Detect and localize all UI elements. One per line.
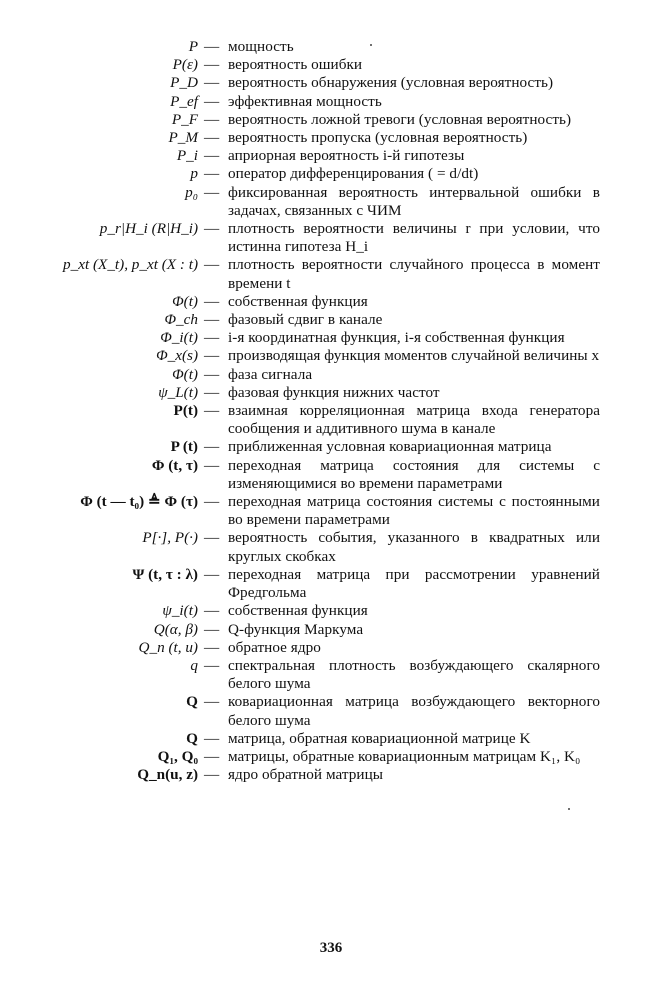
glossary-entry [0, 220, 662, 256]
entry-dash: — [204, 638, 220, 656]
entry-symbol: P_i [176, 147, 198, 165]
glossary-entry [0, 311, 662, 329]
entry-symbol: P_ef [170, 92, 198, 110]
notation-glossary [0, 38, 662, 784]
entry-symbol: p_r|H_i (R|H_i) [99, 220, 198, 238]
entry-dash: — [204, 656, 220, 674]
entry-symbol: Q_n (t, u) [138, 638, 198, 656]
page-number: 336 [319, 940, 343, 956]
glossary-entry [0, 602, 662, 620]
entry-dash: — [204, 565, 220, 583]
entry-definition: обратное ядро [228, 638, 321, 656]
glossary-entry [0, 256, 662, 292]
entry-dash: — [204, 529, 220, 547]
entry-symbol: p_xt (X_t), p_xt (X : t) [63, 256, 198, 274]
glossary-entry [0, 165, 662, 183]
print-speck [568, 808, 570, 810]
glossary-entry [0, 74, 662, 92]
entry-dash: — [204, 220, 220, 238]
entry-symbol: Φ (t — t₀) ≜ Φ (τ) [80, 493, 198, 511]
entry-definition: вероятность события, указанного в квадратных или круглых скобках [228, 529, 600, 565]
entry-dash: — [204, 693, 220, 711]
entry-dash: — [204, 183, 220, 201]
glossary-entry [0, 639, 662, 657]
glossary-entry [0, 402, 662, 438]
glossary-entry [0, 457, 662, 493]
entry-definition: собственная функция [228, 602, 368, 620]
glossary-entry [0, 748, 662, 766]
entry-dash: — [204, 365, 220, 383]
glossary-entry [0, 657, 662, 693]
glossary-entry [0, 766, 662, 784]
entry-definition: вероятность обнаружения (условная вероятность) [228, 74, 554, 92]
entry-definition: фаза сигнала [228, 365, 313, 383]
entry-symbol: Φ(t) [172, 365, 198, 383]
entry-symbol: P_F [171, 110, 198, 128]
entry-symbol: Q [186, 693, 198, 711]
glossary-entry [0, 93, 662, 111]
entry-definition: вероятность ошибки [228, 56, 363, 74]
entry-dash: — [204, 383, 220, 401]
entry-dash: — [204, 38, 220, 55]
entry-definition: матрицы, обратные ковариационным матрицам K₁, K₀ [228, 747, 581, 765]
entry-dash: — [204, 74, 220, 92]
entry-definition: переходная матрица состояния системы с постоянными во времени параметрами [228, 493, 600, 529]
entry-symbol: P [188, 38, 198, 55]
glossary-entry [0, 147, 662, 165]
entry-symbol: p₀ [185, 183, 198, 201]
glossary-entry [0, 566, 662, 602]
entry-symbol: p [190, 165, 198, 183]
entry-dash: — [204, 493, 220, 511]
glossary-entry [0, 347, 662, 365]
entry-definition: плотность вероятности случайного процесса в момент времени t [228, 256, 600, 292]
entry-definition: собственная функция [228, 292, 368, 310]
entry-symbol: Φ (t, τ) [151, 456, 198, 474]
glossary-entry [0, 693, 662, 729]
entry-definition: матрица, обратная ковариационной матрице K [228, 729, 531, 747]
entry-definition: плотность вероятности величины r при условии, что истинна гипотеза H_i [228, 220, 600, 256]
entry-definition: i-я координатная функция, i-я собственная функция [228, 329, 565, 347]
entry-dash: — [204, 147, 220, 165]
entry-definition: ядро обратной матрицы [228, 766, 384, 784]
entry-definition: вероятность пропуска (условная вероятность) [228, 129, 528, 147]
glossary-entry [0, 129, 662, 147]
entry-symbol: Q_n(u, z) [137, 766, 198, 784]
glossary-entry [0, 529, 662, 565]
entry-symbol: P(t) [173, 402, 198, 420]
glossary-entry [0, 329, 662, 347]
entry-dash: — [204, 729, 220, 747]
entry-symbol: Q [186, 729, 198, 747]
glossary-entry [0, 438, 662, 456]
entry-dash: — [204, 129, 220, 147]
glossary-entry [0, 493, 662, 529]
entry-definition: ковариационная матрица возбуждающего векторного белого шума [228, 693, 600, 729]
entry-dash: — [204, 438, 220, 456]
print-speck [370, 44, 372, 46]
entry-definition: априорная вероятность i-й гипотезы [228, 147, 465, 165]
entry-dash: — [204, 110, 220, 128]
entry-symbol: Φ_i(t) [160, 329, 198, 347]
entry-definition: оператор дифференцирования ( = d/dt) [228, 165, 479, 183]
glossary-entry [0, 56, 662, 74]
entry-symbol: P[·], P(·) [142, 529, 198, 547]
glossary-entry [0, 366, 662, 384]
entry-dash: — [204, 456, 220, 474]
entry-dash: — [204, 256, 220, 274]
entry-definition: Q-функция Маркума [228, 620, 364, 638]
glossary-entry [0, 730, 662, 748]
glossary-entry [0, 621, 662, 639]
entry-definition: взаимная корреляционная матрица входа генератора сообщения и аддитивного шума в канале [228, 402, 600, 438]
entry-definition: вероятность ложной тревоги (условная вероятность) [228, 110, 572, 128]
entry-symbol: P(ε) [172, 56, 198, 74]
entry-symbol: Φ_x(s) [156, 347, 198, 365]
glossary-entry [0, 111, 662, 129]
entry-definition: мощность [228, 38, 294, 55]
entry-symbol: Φ_ch [164, 311, 198, 329]
entry-symbol: P_D [170, 74, 198, 92]
entry-dash: — [204, 620, 220, 638]
entry-dash: — [204, 311, 220, 329]
entry-symbol: Q(α, β) [153, 620, 198, 638]
entry-dash: — [204, 92, 220, 110]
entry-dash: — [204, 747, 220, 765]
entry-symbol: ψ_i(t) [162, 602, 198, 620]
entry-definition: эффективная мощность [228, 92, 382, 110]
entry-dash: — [204, 402, 220, 420]
entry-dash: — [204, 56, 220, 74]
glossary-entry [0, 293, 662, 311]
entry-symbol: Φ(t) [172, 292, 198, 310]
entry-dash: — [204, 329, 220, 347]
entry-definition: переходная матрица состояния для системы с изменяющимися во времени параметрами [228, 456, 600, 492]
entry-symbol: Q₁, Q₀ [157, 747, 198, 765]
entry-dash: — [204, 292, 220, 310]
entry-definition: переходная матрица при рассмотрении уравнений Фредгольма [228, 565, 600, 602]
entry-definition: приближенная условная ковариационная матрица [228, 438, 552, 456]
entry-symbol: Ψ (t, τ : λ) [132, 565, 198, 583]
glossary-entry [0, 384, 662, 402]
entry-definition: фазовый сдвиг в канале [228, 311, 383, 329]
glossary-entry [0, 184, 662, 220]
entry-definition: фазовая функция нижних частот [228, 383, 440, 401]
entry-definition: производящая функция моментов случайной величины x [228, 347, 600, 365]
entry-symbol: P (t) [170, 438, 198, 456]
entry-symbol: P_M [168, 129, 198, 147]
entry-dash: — [204, 766, 220, 784]
glossary-entry [0, 38, 662, 56]
entry-symbol: q [190, 656, 198, 674]
entry-dash: — [204, 347, 220, 365]
entry-dash: — [204, 165, 220, 183]
entry-definition: фиксированная вероятность интервальной ошибки в задачах, связанных с ЧИМ [228, 183, 600, 219]
entry-definition: спектральная плотность возбуждающего скалярного белого шума [228, 656, 600, 693]
entry-symbol: ψ_L(t) [158, 383, 198, 401]
entry-dash: — [204, 602, 220, 620]
